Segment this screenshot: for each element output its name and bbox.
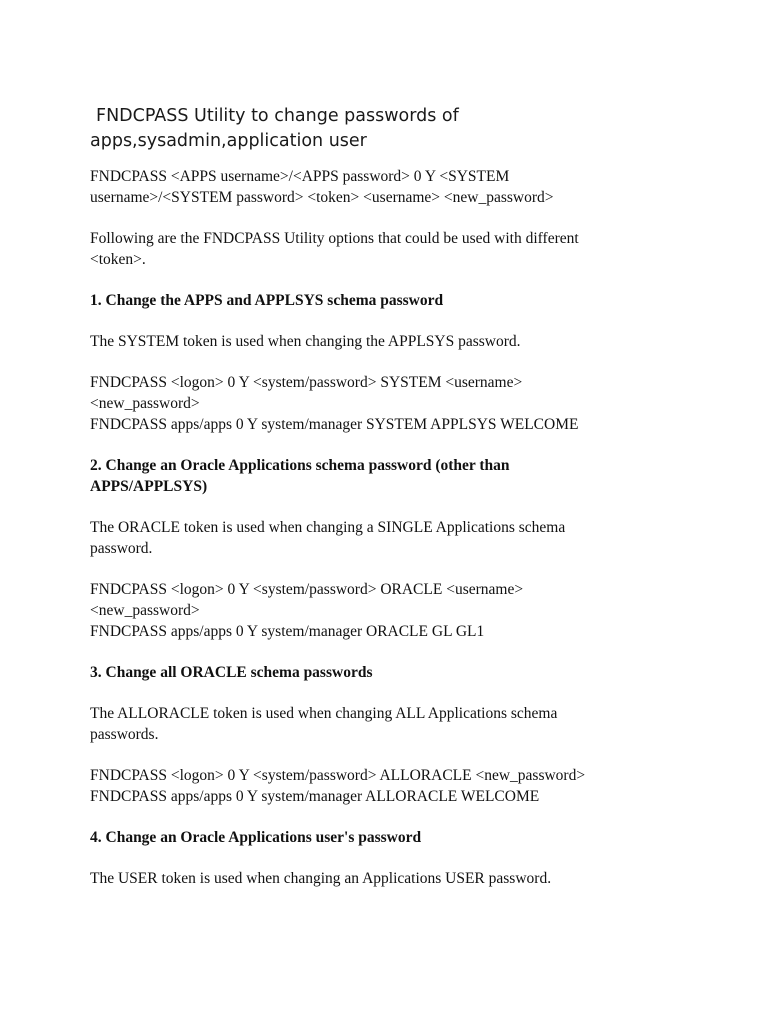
section-2-heading: 2. Change an Oracle Applications schema password (other than APPS/APPLSYS)	[90, 457, 510, 495]
title-line-1: FNDCPASS Utility to change passwords of	[96, 106, 459, 126]
document-title	[90, 104, 690, 154]
syntax-paragraph: FNDCPASS <APPS username>/<APPS password> 0 Y <SYSTEM username>/<SYSTEM password> <token> <username> <new_password>	[90, 168, 554, 206]
title-line-2: apps,sysadmin,application user	[90, 131, 367, 151]
section-3-commands: FNDCPASS <logon> 0 Y <system/password> ALLORACLE <new_password> FNDCPASS apps/apps 0 Y system/manager ALLORACLE WELCOME	[90, 765, 690, 807]
section-1-example: FNDCPASS apps/apps 0 Y system/manager SYSTEM APPLSYS WELCOME	[90, 416, 579, 433]
section-2-commands: FNDCPASS <logon> 0 Y <system/password> ORACLE <username> <new_password> FNDCPASS apps/apps 0 Y system/manager ORACLE GL GL1	[90, 579, 690, 642]
section-2-example: FNDCPASS apps/apps 0 Y system/manager ORACLE GL GL1	[90, 623, 485, 640]
section-4-description: The USER token is used when changing an Applications USER password.	[90, 870, 552, 887]
section-3-example: FNDCPASS apps/apps 0 Y system/manager ALLORACLE WELCOME	[90, 788, 540, 805]
section-1-commands: FNDCPASS <logon> 0 Y <system/password> SYSTEM <username> <new_password> FNDCPASS apps/apps 0 Y system/manager SYSTEM APPLSYS WELCOME	[90, 372, 690, 435]
section-4-heading: 4. Change an Oracle Applications user's password	[90, 829, 422, 846]
section-1-heading: 1. Change the APPS and APPLSYS schema password	[90, 292, 444, 309]
document-page	[90, 104, 690, 889]
section-1-description: The SYSTEM token is used when changing the APPLSYS password.	[90, 333, 521, 350]
section-3-heading: 3. Change all ORACLE schema passwords	[90, 664, 373, 681]
options-paragraph: Following are the FNDCPASS Utility options that could be used with different <token>.	[90, 230, 579, 268]
section-2-description: The ORACLE token is used when changing a SINGLE Applications schema password.	[90, 519, 566, 557]
section-3-description: The ALLORACLE token is used when changing ALL Applications schema passwords.	[90, 705, 558, 743]
